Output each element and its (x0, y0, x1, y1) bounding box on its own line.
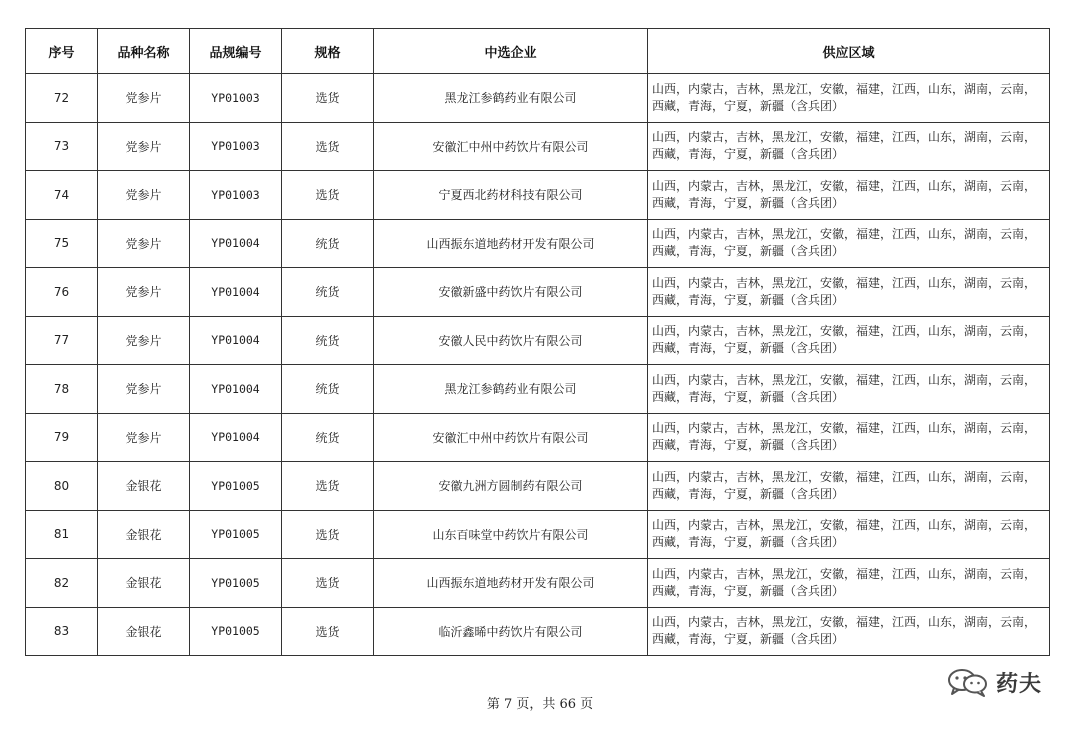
cell-company: 安徽新盛中药饮片有限公司 (374, 268, 648, 317)
cell-serial-no: 75 (26, 219, 98, 268)
cell-variety-name: 党参片 (98, 268, 190, 317)
cell-variety-name: 金银花 (98, 559, 190, 608)
cell-serial-no: 79 (26, 413, 98, 462)
cell-specification: 选货 (282, 74, 374, 123)
cell-variety-name: 党参片 (98, 413, 190, 462)
cell-supply-region: 山西，内蒙古，吉林，黑龙江，安徽，福建，江西，山东，湖南，云南，西藏，青海，宁夏，新疆（含兵团） (648, 365, 1050, 414)
header-variety-name: 品种名称 (98, 29, 190, 74)
table-row (26, 316, 1050, 365)
cell-supply-region: 山西，内蒙古，吉林，黑龙江，安徽，福建，江西，山东，湖南，云南，西藏，青海，宁夏，新疆（含兵团） (648, 171, 1050, 220)
cell-specification: 统货 (282, 316, 374, 365)
cell-spec-code: YP01003 (190, 74, 282, 123)
cell-supply-region: 山西，内蒙古，吉林，黑龙江，安徽，福建，江西，山东，湖南，云南，西藏，青海，宁夏，新疆（含兵团） (648, 219, 1050, 268)
table-header-row (26, 29, 1050, 74)
cell-serial-no: 73 (26, 122, 98, 171)
cell-spec-code: YP01004 (190, 219, 282, 268)
cell-variety-name: 金银花 (98, 510, 190, 559)
cell-variety-name: 党参片 (98, 171, 190, 220)
cell-serial-no: 81 (26, 510, 98, 559)
cell-supply-region: 山西，内蒙古，吉林，黑龙江，安徽，福建，江西，山东，湖南，云南，西藏，青海，宁夏，新疆（含兵团） (648, 122, 1050, 171)
page-number: 第 7 页，共 66 页 (486, 697, 594, 712)
cell-spec-code: YP01004 (190, 316, 282, 365)
cell-variety-name: 党参片 (98, 219, 190, 268)
cell-variety-name: 金银花 (98, 607, 190, 656)
header-selected-company: 中选企业 (374, 29, 648, 74)
watermark-text: 药夫 (996, 671, 1043, 697)
cell-variety-name: 党参片 (98, 74, 190, 123)
cell-supply-region: 山西，内蒙古，吉林，黑龙江，安徽，福建，江西，山东，湖南，云南，西藏，青海，宁夏，新疆（含兵团） (648, 510, 1050, 559)
cell-spec-code: YP01004 (190, 365, 282, 414)
table-row (26, 171, 1050, 220)
cell-serial-no: 78 (26, 365, 98, 414)
table-row (26, 559, 1050, 608)
table-row (26, 413, 1050, 462)
cell-serial-no: 82 (26, 559, 98, 608)
cell-serial-no: 83 (26, 607, 98, 656)
cell-specification: 统货 (282, 219, 374, 268)
cell-company: 宁夏西北药材科技有限公司 (374, 171, 648, 220)
table-row (26, 74, 1050, 123)
header-specification: 规格 (282, 29, 374, 74)
table-row (26, 268, 1050, 317)
cell-company: 黑龙江参鹤药业有限公司 (374, 74, 648, 123)
cell-supply-region: 山西，内蒙古，吉林，黑龙江，安徽，福建，江西，山东，湖南，云南，西藏，青海，宁夏，新疆（含兵团） (648, 413, 1050, 462)
cell-specification: 统货 (282, 413, 374, 462)
cell-supply-region: 山西，内蒙古，吉林，黑龙江，安徽，福建，江西，山东，湖南，云南，西藏，青海，宁夏，新疆（含兵团） (648, 462, 1050, 511)
cell-specification: 选货 (282, 607, 374, 656)
cell-company: 山西振东道地药材开发有限公司 (374, 559, 648, 608)
cell-supply-region: 山西，内蒙古，吉林，黑龙江，安徽，福建，江西，山东，湖南，云南，西藏，青海，宁夏，新疆（含兵团） (648, 268, 1050, 317)
cell-company: 安徽汇中州中药饮片有限公司 (374, 413, 648, 462)
cell-supply-region: 山西，内蒙古，吉林，黑龙江，安徽，福建，江西，山东，湖南，云南，西藏，青海，宁夏，新疆（含兵团） (648, 607, 1050, 656)
header-serial-no: 序号 (26, 29, 98, 74)
cell-spec-code: YP01005 (190, 607, 282, 656)
table-row (26, 365, 1050, 414)
table-row (26, 510, 1050, 559)
cell-supply-region: 山西，内蒙古，吉林，黑龙江，安徽，福建，江西，山东，湖南，云南，西藏，青海，宁夏，新疆（含兵团） (648, 559, 1050, 608)
cell-supply-region: 山西，内蒙古，吉林，黑龙江，安徽，福建，江西，山东，湖南，云南，西藏，青海，宁夏，新疆（含兵团） (648, 316, 1050, 365)
cell-spec-code: YP01004 (190, 413, 282, 462)
cell-company: 安徽人民中药饮片有限公司 (374, 316, 648, 365)
cell-company: 安徽九洲方圆制药有限公司 (374, 462, 648, 511)
cell-spec-code: YP01005 (190, 559, 282, 608)
cell-supply-region: 山西，内蒙古，吉林，黑龙江，安徽，福建，江西，山东，湖南，云南，西藏，青海，宁夏，新疆（含兵团） (648, 74, 1050, 123)
table-row (26, 219, 1050, 268)
table-row (26, 122, 1050, 171)
cell-company: 安徽汇中州中药饮片有限公司 (374, 122, 648, 171)
cell-specification: 选货 (282, 559, 374, 608)
cell-spec-code: YP01005 (190, 510, 282, 559)
cell-serial-no: 80 (26, 462, 98, 511)
cell-serial-no: 74 (26, 171, 98, 220)
cell-serial-no: 76 (26, 268, 98, 317)
cell-serial-no: 72 (26, 74, 98, 123)
cell-spec-code: YP01005 (190, 462, 282, 511)
cell-company: 山东百味堂中药饮片有限公司 (374, 510, 648, 559)
cell-specification: 统货 (282, 365, 374, 414)
cell-variety-name: 党参片 (98, 316, 190, 365)
cell-company: 黑龙江参鹤药业有限公司 (374, 365, 648, 414)
cell-specification: 选货 (282, 122, 374, 171)
cell-specification: 统货 (282, 268, 374, 317)
header-spec-code: 品规编号 (190, 29, 282, 74)
cell-spec-code: YP01003 (190, 122, 282, 171)
cell-company: 临沂鑫晞中药饮片有限公司 (374, 607, 648, 656)
cell-specification: 选货 (282, 462, 374, 511)
table-row (26, 462, 1050, 511)
cell-variety-name: 党参片 (98, 122, 190, 171)
cell-serial-no: 77 (26, 316, 98, 365)
cell-specification: 选货 (282, 510, 374, 559)
cell-variety-name: 党参片 (98, 365, 190, 414)
cell-spec-code: YP01004 (190, 268, 282, 317)
cell-company: 山西振东道地药材开发有限公司 (374, 219, 648, 268)
cell-variety-name: 金银花 (98, 462, 190, 511)
cell-specification: 选货 (282, 171, 374, 220)
table-row (26, 607, 1050, 656)
procurement-table (25, 28, 1050, 656)
cell-spec-code: YP01003 (190, 171, 282, 220)
header-supply-region: 供应区域 (648, 29, 1050, 74)
